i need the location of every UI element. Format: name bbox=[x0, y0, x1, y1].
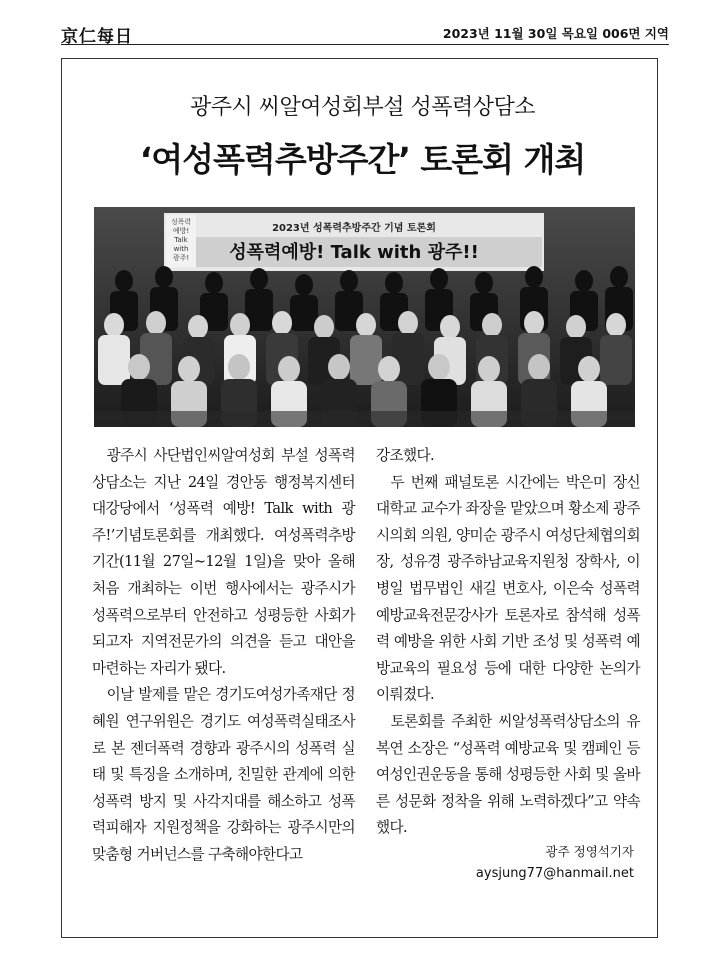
publication-info: 2023년 11월 30일 목요일 006면 지역 bbox=[442, 26, 669, 41]
article-paragraph: 토론회를 주최한 씨알성폭력상담소의 유복연 소장은 “성폭력 예방교육 및 캠페인 등 여성인권운동을 통해 성평등한 사회 및 올바른 성문화 정착을 위해 노력하겠다”고 약속했다. bbox=[376, 712, 640, 837]
article-column-right bbox=[376, 443, 640, 842]
side-label-5: 광주! bbox=[172, 254, 190, 262]
group-photo bbox=[94, 207, 635, 427]
article-paragraph: 광주시 사단법인씨알여성회 부설 성폭력상담소는 지난 24일 경안동 행정복지센터 대강당에서 ‘성폭력 예방! Talk with 광주!’기념토론회를 개최했다. 여성폭력추방기간(11월 27일~12월 1일)을 맞아 올해 처음 개최하는 이번 행사에서는 광주시가 성폭력으로부터 안전하고 성평등한 사회가 되고자 지역전문가의 의견을 듣고 대안을 마련하는 자리가 됐다. bbox=[92, 447, 355, 677]
reporter-email: aysjung77@hanmail.net bbox=[475, 866, 634, 881]
side-label-4: with bbox=[173, 245, 189, 253]
masthead bbox=[61, 22, 669, 45]
side-label-3: Talk bbox=[174, 236, 188, 244]
side-label-1: 성폭력 bbox=[170, 218, 192, 226]
side-label-2: 예방! bbox=[172, 227, 190, 235]
article-paragraph-continuation: 강조했다. bbox=[376, 447, 435, 464]
newspaper-logo: 京仁每日 bbox=[61, 27, 133, 47]
article-subtitle: 광주시 씨알여성회부설 성폭력상담소 bbox=[189, 95, 536, 120]
banner-main-text: 성폭력예방! Talk with 광주!! bbox=[229, 242, 479, 263]
article-paragraph: 이날 발제를 맡은 경기도여성가족재단 정혜원 연구위원은 경기도 여성폭력실태조사로 본 젠더폭력 경향과 광주시의 성폭력 실태 및 특징을 소개하며, 친밀한 관계에 의한 성폭력 방지 및 사각지대를 해소하고 성폭력피해자 지원정책을 강화하는 광주시만의 맞춤형 거버넌스를 구축해야한다고 bbox=[92, 686, 355, 863]
reporter-byline: 광주 정영석기자 bbox=[545, 844, 634, 859]
article-headline: ‘여성폭력추방주간’ 토론회 개최 bbox=[139, 140, 586, 179]
banner-small-text: 2023년 성폭력추방주간 기념 토론회 bbox=[272, 223, 436, 234]
article-paragraph: 두 번째 패널토론 시간에는 박은미 장신대학교 교수가 좌장을 맡았으며 황소제 광주시의회 의원, 양미순 광주시 여성단체협의회장, 성유경 광주하남교육지원청 장학사, 이병일 법무법인 새길 변호사, 이은숙 성폭력예방교육전문강사가 토론자로 참석해 성폭력 예방을 위한 사회 기반 조성 및 성폭력 예방교육의 필요성 등에 대한 다양한 논의가 이뤄졌다. bbox=[376, 473, 640, 704]
article-column-left bbox=[92, 443, 355, 869]
